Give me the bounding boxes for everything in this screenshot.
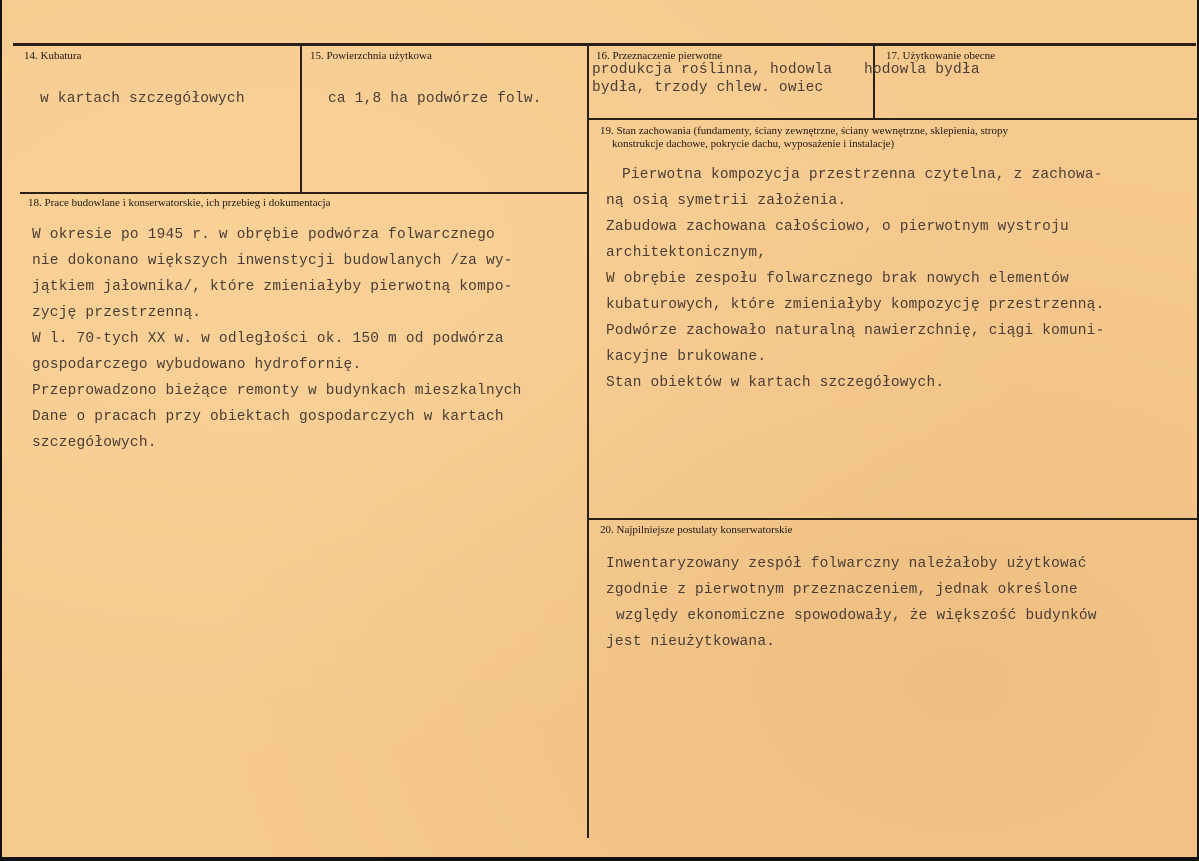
- kubatura-line: w kartach szczegółowych: [40, 91, 245, 107]
- prace-line: gospodarczego wybudowano hydrofornię.: [32, 357, 362, 373]
- powierzchnia-line: ca 1,8 ha podwórze folw.: [328, 91, 542, 107]
- stan-line: Podwórze zachowało naturalną nawierzchnię, ciągi komuni-: [606, 323, 1105, 339]
- uzytkowanie-line: hodowla bydła: [864, 62, 980, 78]
- prace-line: jątkiem jałownika/, które zmieniałyby pierwotną kompo-: [32, 279, 513, 295]
- prace-line: W l. 70-tych XX w. w odległości ok. 150 m od podwórza: [32, 331, 504, 347]
- stan-line: kubaturowych, które zmieniałyby kompozycję przestrzenną.: [606, 297, 1105, 313]
- divider-16-17: [873, 46, 875, 118]
- record-card: [2, 0, 1197, 857]
- prace-line: Dane o pracach przy obiektach gospodarczych w kartach: [32, 409, 504, 425]
- stan-label-line2: konstrukcje dachowe, pokrycie dachu, wyposażenie i instalacje): [612, 138, 895, 150]
- center-divider: [587, 46, 589, 838]
- stan-value: [606, 162, 1104, 396]
- uzytkowanie-value: [864, 61, 980, 79]
- kubatura-label: 14. Kubatura: [24, 50, 82, 62]
- prace-label: 18. Prace budowlane i konserwatorskie, ich przebieg i dokumentacja: [28, 197, 331, 209]
- postulaty-line: jest nieużytkowana.: [606, 634, 776, 650]
- przeznaczenie-value: [592, 61, 832, 97]
- postulaty-line: względy ekonomiczne spowodowały, że większość budynków: [616, 608, 1097, 624]
- stan-line: W obrębie zespołu folwarcznego brak nowych elementów: [606, 271, 1069, 287]
- uzytkowanie-label: 17. Użytkowanie obecne: [886, 50, 996, 62]
- przeznaczenie-label: 16. Przeznaczenie pierwotne: [596, 50, 723, 62]
- postulaty-line: zgodnie z pierwotnym przeznaczeniem, jednak określone: [606, 582, 1078, 598]
- przeznaczenie-line: bydła, trzody chlew. owiec: [592, 80, 824, 96]
- stan-line: Stan obiektów w kartach szczegółowych.: [606, 375, 945, 391]
- powierzchnia-value: [328, 86, 542, 112]
- prace-line: W okresie po 1945 r. w obrębie podwórza folwarcznego: [32, 227, 495, 243]
- prace-line: Przeprowadzono bieżące remonty w budynkach mieszkalnych: [32, 383, 522, 399]
- prace-line: nie dokonano większych inwenstycji budowlanych /za wy-: [32, 253, 513, 269]
- kubatura-value: [40, 86, 245, 112]
- postulaty-line: Inwentaryzowany zespół folwarczny należałoby użytkować: [606, 556, 1087, 572]
- stan-line: architektonicznym,: [606, 245, 767, 261]
- prace-line: szczegółowych.: [32, 435, 157, 451]
- divider-14-15: [300, 46, 302, 194]
- prace-value: [32, 222, 522, 456]
- stan-line: kacyjne brukowane.: [606, 349, 767, 365]
- top-rule: [13, 43, 1196, 46]
- stan-line: ną osią symetrii założenia.: [606, 193, 847, 209]
- rule-above-19: [589, 118, 1197, 120]
- stan-label-line1: 19. Stan zachowania (fundamenty, ściany zewnętrzne, ściany wewnętrzne, sklepienia, stropy: [600, 125, 1008, 137]
- stan-line: Zabudowa zachowana całościowo, o pierwotnym wystroju: [606, 219, 1069, 235]
- rule-above-20: [589, 518, 1197, 520]
- postulaty-label: 20. Najpilniejsze postulaty konserwatorskie: [600, 524, 793, 536]
- postulaty-value: [606, 551, 1097, 655]
- przeznaczenie-line: produkcja roślinna, hodowla: [592, 62, 833, 78]
- stan-line: Pierwotna kompozycja przestrzenna czytelna, z zachowa-: [622, 167, 1103, 183]
- prace-line: zycję przestrzenną.: [32, 305, 202, 321]
- powierzchnia-label: 15. Powierzchnia użytkowa: [310, 50, 432, 62]
- rule-above-18: [20, 192, 589, 194]
